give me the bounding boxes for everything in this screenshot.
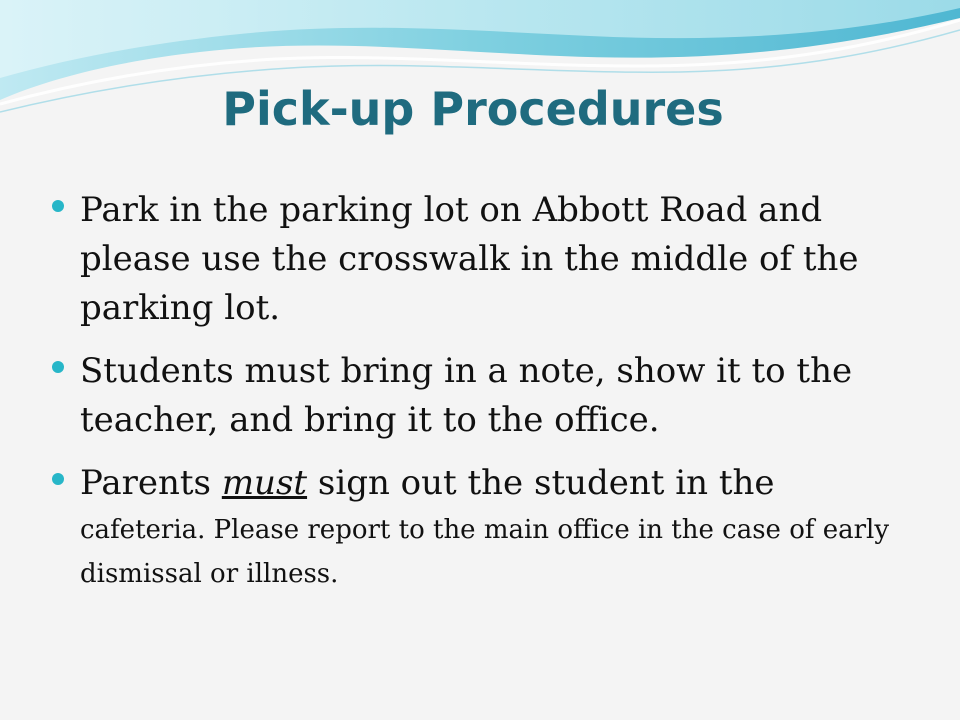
- slide-title: Pick-up Procedures: [222, 82, 724, 136]
- bullet-text: Park in the parking lot on Abbott Road and please use the crosswalk in the middle of the parking lot.: [80, 190, 859, 328]
- bullet-text: Students must bring in a note, show it to the teacher, and bring it to the office.: [80, 351, 853, 440]
- bullet-item: [50, 459, 930, 596]
- bullet-dot-icon: [52, 473, 64, 485]
- bullet-item: [50, 347, 930, 445]
- bullet-list: [50, 186, 930, 610]
- bullet-text-small: cafeteria. Please report to the main office in the case of early dismissal or illness.: [80, 515, 890, 589]
- bullet-dot-icon: [52, 361, 64, 373]
- bullet-text-lead: Parents: [80, 463, 222, 503]
- bullet-text-lead-rest: sign out the student in the: [307, 463, 775, 503]
- bullet-emphasis: must: [221, 463, 308, 503]
- bullet-dot-icon: [52, 200, 64, 212]
- bullet-item: [50, 186, 930, 333]
